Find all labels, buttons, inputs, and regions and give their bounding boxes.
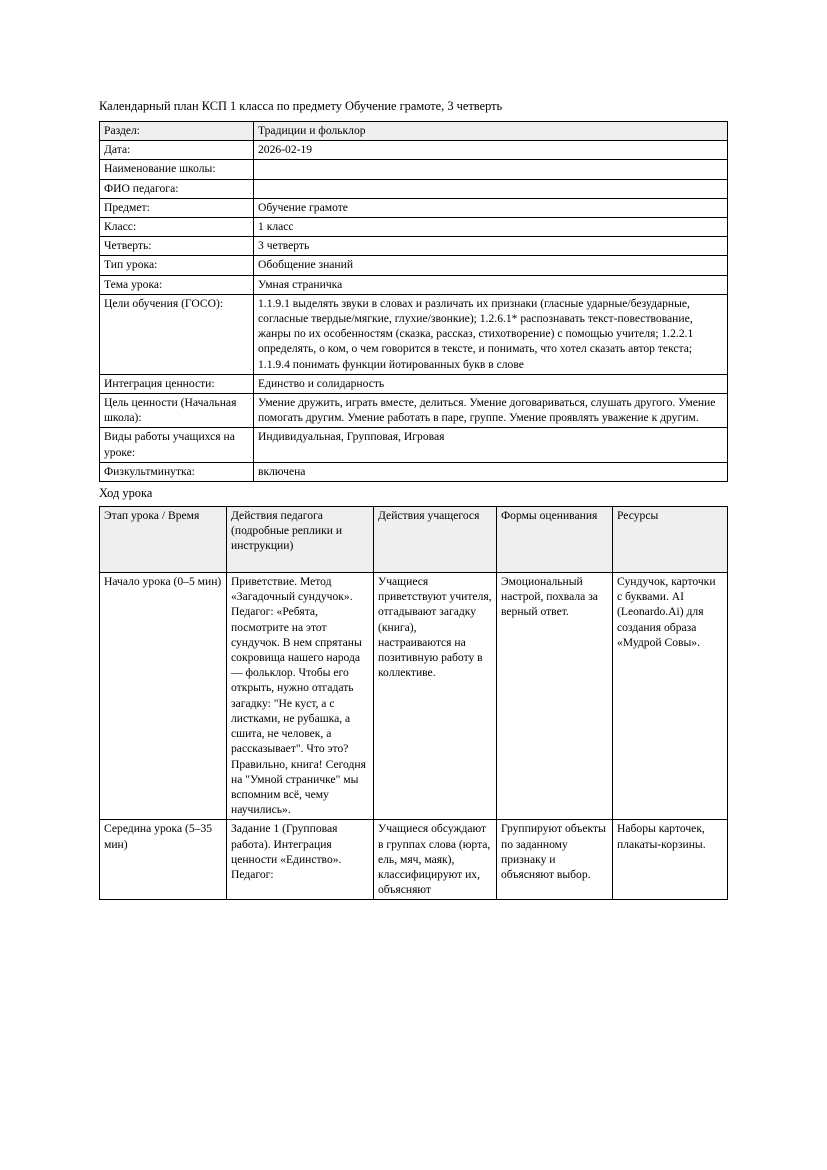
page-title: Календарный план КСП 1 класса по предмету Обучение грамоте, 3 четверть [99,99,503,113]
table-row [100,275,728,294]
table-row [100,218,728,237]
info-row-label: Тип урока: [100,256,254,275]
table-row [100,374,728,393]
flow-teacher-cell: Приветствие. Метод «Загадочный сундучок». Педагог: «Ребята, посмотрите на этот сундучок. В нем спрятаны сокровища нашего народа — фольклор. Чтобы его открыть, нужно отгадать загадку: "Не куст, а с листками, не рубашка, а сшита, не человек, а рассказывает". Что это? Правильно, книга! Сегодня на "Умной страничке" мы вспомним всё, чему научились». [227,573,374,820]
info-row-value: 3 четверть [254,237,728,256]
flow-column-header: Формы оценивания [497,507,613,573]
flow-stage-cell: Середина урока (5–35 мин) [100,820,227,900]
info-row-label: Виды работы учащихся на уроке: [100,428,254,462]
info-row-label: Класс: [100,218,254,237]
info-row-value: Обобщение знаний [254,256,728,275]
flow-assessment-cell: Группируют объекты по заданному признаку и объясняют выбор. [497,820,613,900]
info-row-label: Предмет: [100,198,254,217]
table-row [100,160,728,179]
info-row-label: Наименование школы: [100,160,254,179]
flow-column-header: Ресурсы [613,507,728,573]
table-row [100,122,728,141]
table-row [100,237,728,256]
flow-assessment-cell: Эмоциональный настрой, похвала за верный ответ. [497,573,613,820]
flow-stage-cell: Начало урока (0–5 мин) [100,573,227,820]
flow-column-header: Этап урока / Время [100,507,227,573]
flow-table-body [100,573,728,900]
flow-student-cell: Учащиеся обсуждают в группах слова (юрта, ель, мяч, маяк), классифицируют их, объясняют [374,820,497,900]
table-row [100,428,728,462]
info-row-value: 1 класс [254,218,728,237]
info-row-label: Физкультминутка: [100,462,254,481]
flow-teacher-cell: Задание 1 (Групповая работа). Интеграция ценности «Единство». Педагог: [227,820,374,900]
info-row-value: Единство и солидарность [254,374,728,393]
info-row-value: Умение дружить, играть вместе, делиться. Умение договариваться, слушать другого. Умение помогать другим. Умение работать в паре, группе. Умение проявлять уважение к другим. [254,394,728,428]
info-row-value [254,179,728,198]
info-row-value: 1.1.9.1 выделять звуки в словах и различать их признаки (гласные ударные/безударные, согласные твердые/мягкие, глухие/звонкие); 1.2.6.1* распознавать текст-повествование, жанры по их особенностям (сказка, рассказ, стихотворение) с помощью учителя; 1.2.2.1 определять, о ком, о чем говорится в тексте, и понимать, что хотел сказать автор текста; 1.1.9.4 понимать функции йотированных букв в слове [254,294,728,374]
info-row-label: Интеграция ценности: [100,374,254,393]
info-row-value: 2026-02-19 [254,141,728,160]
info-row-value: Обучение грамоте [254,198,728,217]
flow-resources-cell: Наборы карточек, плакаты-корзины. [613,820,728,900]
info-row-label: ФИО педагога: [100,179,254,198]
flow-student-cell: Учащиеся приветствуют учителя, отгадывают загадку (книга), настраиваются на позитивную работу в коллективе. [374,573,497,820]
info-row-label: Четверть: [100,237,254,256]
lesson-flow-heading: Ход урока [99,486,153,501]
table-row [100,462,728,481]
table-row [100,179,728,198]
info-row-label: Раздел: [100,122,254,141]
info-row-value: включена [254,462,728,481]
info-row-value [254,160,728,179]
table-row [100,394,728,428]
flow-resources-cell: Сундучок, карточки с буквами. AI (Leonardo.Ai) для создания образа «Мудрой Совы». [613,573,728,820]
table-row [100,820,728,900]
flow-column-header: Действия педагога (подробные реплики и инструкции) [227,507,374,573]
lesson-info-table [99,121,728,482]
info-row-value: Умная страничка [254,275,728,294]
table-row [100,256,728,275]
table-row [100,294,728,374]
info-row-label: Тема урока: [100,275,254,294]
info-row-label: Цели обучения (ГОСО): [100,294,254,374]
lesson-flow-table [99,506,728,900]
table-row [100,573,728,820]
flow-table-header-row [100,507,728,573]
table-row [100,141,728,160]
info-row-value: Традиции и фольклор [254,122,728,141]
info-row-label: Цель ценности (Начальная школа): [100,394,254,428]
info-row-value: Индивидуальная, Групповая, Игровая [254,428,728,462]
flow-table-head [100,507,728,573]
info-table-body [100,122,728,482]
info-row-label: Дата: [100,141,254,160]
flow-column-header: Действия учащегося [374,507,497,573]
table-row [100,198,728,217]
